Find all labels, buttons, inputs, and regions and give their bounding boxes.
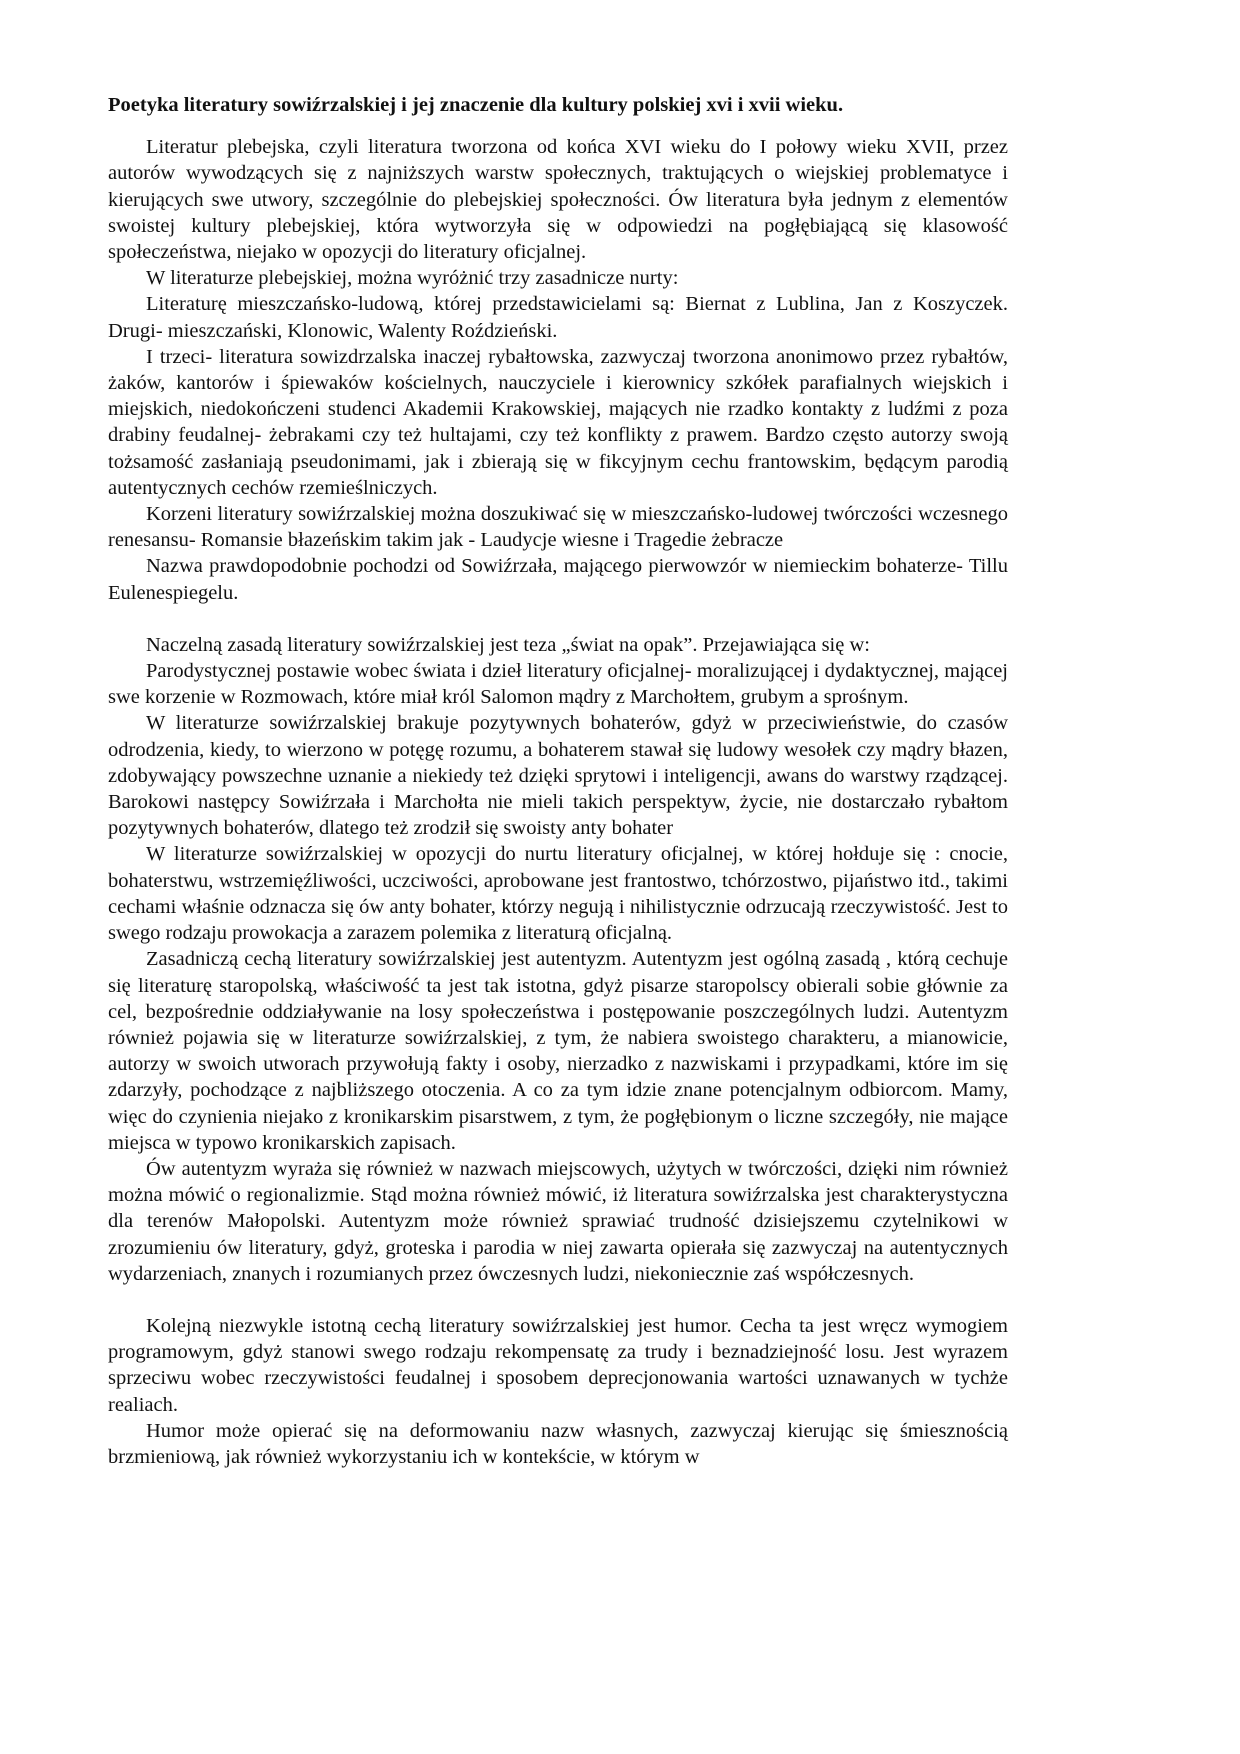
paragraph: Korzeni literatury sowiźrzalskiej można doszukiwać się w mieszczańsko-ludowej twórczości wczesnego renesansu- Romansie błazeńskim takim jak - Laudycje wiesne i Tragedie żebracze xyxy=(108,503,1008,552)
paragraph: Kolejną niezwykle istotną cechą literatury sowiźrzalskiej jest humor. Cecha ta jest wręcz wymogiem programowym, gdyż stanowi swego rodzaju rekompensatę za trudy i beznadziejność losu. Jest wyrazem sprzeciwu wobec rzeczywistości feudalnej i sposobem deprecjonowania wartości uznawanych w tychże realiach. xyxy=(108,1314,1008,1416)
paragraph: Literaturę mieszczańsko-ludową, której przedstawicielami są: Biernat z Lublina, Jan z Koszyczek. Drugi- mieszczański, Klonowic, Walenty Roździeński. xyxy=(108,293,1008,342)
paragraph: Naczelną zasadą literatury sowiźrzalskiej jest teza „świat na opak”. Przejawiająca się w: xyxy=(146,633,870,656)
paragraph-gap xyxy=(108,606,1008,632)
paragraph: I trzeci- literatura sowizdrzalska inaczej rybałtowska, zazwyczaj tworzona anonimowo przez rybałtów, żaków, kantorów i śpiewaków kościelnych, nauczyciele i kierownicy szkółek parafialnych wiejskich i miejskich, niedokończeni studenci Akademii Krakowskiej, mających nie rzadko kontakty z ludźmi z poza drabiny feudalnej- żebrakami czy też hultajami, czy też konflikty z prawem. Bardzo często autorzy swoją tożsamość zasłaniają pseudonimami, jak i zbierają się w fikcyjnym cechu frantowskim, będącym parodią autentycznych cechów rzemieślniczych. xyxy=(108,345,1008,499)
paragraph: Zasadniczą cechą literatury sowiźrzalskiej jest autentyzm. Autentyzm jest ogólną zasadą , którą cechuje się literaturę staropolską, właściwość ta jest tak istotna, gdyż pisarze staropolscy obierali sobie głównie za cel, bezpośrednie oddziaływanie na losy społeczeństwa i postępowanie poszczególnych ludzi. Autentyzm również pojawia się w literaturze sowiźrzalskiej, z tym, że nabiera swoistego charakteru, a mianowicie, autorzy w swoich utworach przywołują fakty i osoby, nierzadko z nazwiskami i przypadkami, które im się zdarzyły, pochodzące z najbliższego otoczenia. A co za tym idzie znane potencjalnym odbiorcom. Mamy, więc do czynienia niejako z kronikarskim pisarstwem, z tym, że pogłębionym o liczne szczegóły, nie mające miejsca w typowo kronikarskich zapisach. xyxy=(108,948,1008,1154)
paragraph: W literaturze plebejskiej, można wyróżnić trzy zasadnicze nurty: xyxy=(146,267,679,290)
paragraph: Parodystycznej postawie wobec świata i dzieł literatury oficjalnej- moralizującej i dydaktycznej, mającej swe korzenie w Rozmowach, które miał król Salomon mądry z Marchołtem, grubym a sprośnym. xyxy=(108,660,1008,709)
paragraph: Nazwa prawdopodobnie pochodzi od Sowiźrzała, mającego pierwowzór w niemieckim bohaterze- Tillu Eulenespiegelu. xyxy=(108,555,1008,604)
paragraph: Humor może opierać się na deformowaniu nazw własnych, zazwyczaj kierując się śmiesznością brzmieniową, jak również wykorzystaniu ich w kontekście, w którym w xyxy=(108,1419,1008,1468)
paragraph: Ów autentyzm wyraża się również w nazwach miejscowych, użytych w twórczości, dzięki nim również można mówić o regionalizmie. Stąd można również mówić, iż literatura sowiźrzalska jest charakterystyczna dla terenów Małopolski. Autentyzm może również sprawiać trudność dzisiejszemu czytelnikowi w zrozumieniu ów literatury, gdyż, groteska i parodia w niej zawarta opierała się zazwyczaj na autentycznych wydarzeniach, znanych i rozumianych przez ówczesnych ludzi, niekoniecznie zaś współczesnych. xyxy=(108,1157,1008,1285)
paragraph: W literaturze sowiźrzalskiej brakuje pozytywnych bohaterów, gdyż w przeciwieństwie, do czasów odrodzenia, kiedy, to wierzono w potęgę rozumu, a bohaterem stawał się ludowy wesołek czy mądry błazen, zdobywający powszechne uznanie a niekiedy też dzięki sprytowi i inteligencji, awans do warstwy rządzącej. Barokowi następcy Sowiźrzała i Marchołta nie mieli takich perspektyw, życie, nie dostarczało rybałtom pozytywnych bohaterów, dlatego też zrodził się swoisty anty bohater xyxy=(108,712,1008,840)
document-title: Poetyka literatury sowiźrzalskiej i jej znaczenie dla kultury polskiej xvi i xvii wieku. xyxy=(108,94,844,116)
document-page xyxy=(108,92,1008,1470)
paragraph: W literaturze sowiźrzalskiej w opozycji do nurtu literatury oficjalnej, w której hołduje się : cnocie, bohaterstwu, wstrzemięźliwości, uczciwości, aprobowane jest frantostwo, tchórzostwo, pijaństwo itd., takimi cechami właśnie odznacza się ów anty bohater, którzy negują i nihilistycznie odrzucają rzeczywistość. Jest to swego rodzaju prowokacja a zarazem polemika z literaturą oficjalną. xyxy=(108,843,1008,945)
paragraph-gap xyxy=(108,1287,1008,1313)
paragraph: Literatur plebejska, czyli literatura tworzona od końca XVI wieku do I połowy wieku XVII, przez autorów wywodzących się z najniższych warstw społecznych, traktujących o wiejskiej problematyce i kierujących swe utwory, szczególnie do plebejskiej społeczności. Ów literatura była jednym z elementów swoistej kultury plebejskiej, która wytworzyła się w odpowiedzi na pogłębiającą się klasowość społeczeństwa, niejako w opozycji do literatury oficjalnej. xyxy=(108,136,1008,264)
